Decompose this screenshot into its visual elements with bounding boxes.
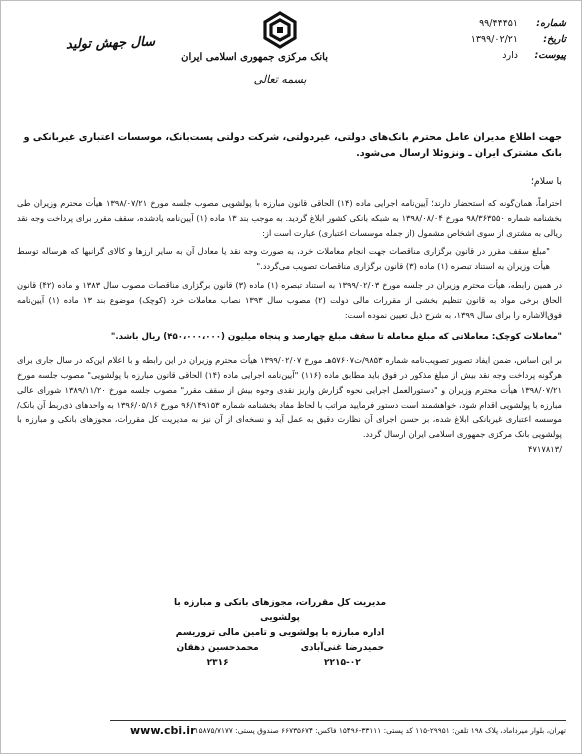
letter-attachment: دارد bbox=[502, 50, 518, 61]
bank-emblem-icon bbox=[260, 10, 300, 50]
signatory-left-ext: ۲۳۱۶ bbox=[206, 658, 229, 668]
letter-attachment-label: پیوست: bbox=[534, 50, 566, 61]
bank-motto: بسمه تعالی bbox=[253, 73, 307, 86]
signatory-left bbox=[160, 641, 275, 671]
signature-block bbox=[160, 596, 400, 671]
bank-logo bbox=[181, 10, 328, 86]
signatory-left-name: محمدحسین دهقان bbox=[176, 643, 259, 653]
letter-meta bbox=[396, 16, 566, 64]
footer-divider bbox=[110, 720, 566, 721]
year-slogan: سال جهش تولید bbox=[65, 34, 156, 53]
signatory-right-ext: ۲۲۱۵-۰۲ bbox=[324, 658, 361, 668]
letter-attachment-row bbox=[396, 48, 566, 64]
signature-names bbox=[160, 641, 400, 671]
bank-name: بانک مرکزی جمهوری اسلامی ایران bbox=[181, 52, 328, 63]
letter-body bbox=[17, 196, 562, 457]
letter-number-row bbox=[396, 16, 566, 32]
signature-department: مدیریت کل مقررات، مجوزهای بانکی و مبارزه با پولشویی bbox=[173, 598, 387, 623]
letter-number-label: شماره: bbox=[536, 18, 566, 29]
body-reference: ۴۷۱۷۸۱۳/ bbox=[528, 443, 562, 454]
letter-date: ۱۳۹۹/۰۲/۲۱ bbox=[470, 34, 518, 45]
greeting: با سلام؛ bbox=[530, 176, 562, 187]
addressee: جهت اطلاع مدیران عامل محترم بانک‌های دولتی، غیردولتی، شرکت دولتی پست‌بانک، موسسات اعتباری غیربانکی و بانک مشترک ایران ـ ونزوئلا ارسال می‌شود. bbox=[23, 132, 562, 159]
body-paragraph-3: بر این اساس، ضمن ایفاد تصویر تصویب‌نامه شماره ۹۸۵۳/ت۵۷۶۰۷هـ مورخ ۱۳۹۹/۰۲/۰۷ هیأت محترم وزیران در این رابطه و با اعلام این‌که در سال جاری برای هرگونه پرداخت وجه نقد بیش از مبلغ مذکور در فوق باید مطابق ماده (۱۱۶) "آیین‌نامه اجرایی ماده (۱۴) الحاقی قانون مبارزه با پولشویی" مصوب جلسه مورخ ۱۳۹۸/۰۷/۲۱ هیأت محترم وزیران و "دستورالعمل اجرایی نحوه گزارش واریز نقدی وجوه بیش از سقف مقرر" مصوب جلسه مورخ ۱۳۸۹/۱۱/۲۰ شورای عالی مبارزه با پولشویی اقدام شود، خواهشمند است دستور فرمایید مراتب با لحاظ مفاد بخشنامه شماره ۹۶/۱۴۹۱۵۳ مورخ ۱۳۹۶/۰۵/۱۶ به واحدهای ذی‌ربط آن بانک/موسسه اعتباری غیربانکی ابلاغ شده، بر حسن اجرای آن نظارت دقیق به عمل آید و نسخه‌ای از آن نیز به مدیریت کل مقررات، مجوزهای بانکی و مبارزه با پولشویی بانک مرکزی جمهوری اسلامی ایران ارسال گردد. bbox=[17, 355, 563, 440]
letter-date-row bbox=[396, 32, 566, 48]
footer-address: تهران، بلوار میرداماد، پلاک ۱۹۸ تلفن: ۲۹۹۵۱-۱۱۵ کد پستی: ۳۳۱۱۱-۱۵۴۹۶ فاکس: ۶۶۷۳۵۶۷۴ صندوق پستی: ۱۵۸۷۵/۷۱۷۷ bbox=[194, 726, 566, 735]
signature-office: اداره مبارزه با پولشویی و تامین مالی تروریسم bbox=[175, 628, 385, 638]
letter-date-label: تاریخ: bbox=[543, 34, 566, 45]
body-paragraph-1: احتراماً، همان‌گونه که استحضار دارند؛ آیین‌نامه اجرایی ماده (۱۴) الحاقی قانون مبارزه با پولشویی مصوب جلسه مورخ ۱۳۹۸/۰۷/۲۱ هیأت محترم وزیران طی بخشنامه شماره ۹۸/۳۶۳۵۵۰ مورخ ۱۳۹۸/۰۸/۰۴ به شبکه بانکی کشور ابلاغ گردید. به موجب بند ۱۳ ماده (۱) آیین‌نامه یادشده، سقف مقرر برای پرداخت وجه نقد ریالی به مشتری از سوی اشخاص مشمول (از جمله موسسات اعتباری) عبارت است از: bbox=[17, 198, 562, 238]
body-paragraph-2: در همین رابطه، هیأت محترم وزیران در جلسه مورخ ۱۳۹۹/۰۲/۰۳ به استناد تبصره (۱) ماده (۳) قانون برگزاری مناقصات مصوب سال ۱۳۸۳ و ماده (۴۲) قانون الحاق برخی مواد به قانون تنظیم بخشی از مقررات مالی دولت (۲) مصوب سال ۱۳۹۳ نصاب معاملات خرد (کوچک) موضوع بند ۱۳ ماده (۱) آیین‌نامه فوق‌الاشاره را برای سال ۱۳۹۹، به شرح ذیل تعیین نموده است: bbox=[17, 279, 563, 320]
signatory-right bbox=[285, 641, 400, 671]
body-quote: "مبلغ سقف مقرر در قانون برگزاری مناقصات جهت انجام معاملات خرد، به صورت وجه نقد یا معادل آن به سایر ارزها و کالای گرانبها که هرساله توسط هیأت وزیران به استناد تبصره (۱) ماده (۳) قانون برگزاری مناقصات تصویب می‌گردد." bbox=[17, 246, 550, 272]
letter-number: ۹۹/۴۴۴۵۱ bbox=[479, 18, 518, 29]
footer-website[interactable]: www.cbi.ir bbox=[130, 724, 196, 737]
letter-page bbox=[10, 8, 570, 748]
body-rule: "معاملات کوچک: معاملاتی که مبلغ معامله تا سقف مبلغ چهارصد و پنجاه میلیون (۴۵۰،۰۰۰،۰۰۰) ریال باشد." bbox=[110, 332, 562, 343]
signatory-right-name: حمیدرضا غنی‌آبادی bbox=[300, 643, 385, 653]
